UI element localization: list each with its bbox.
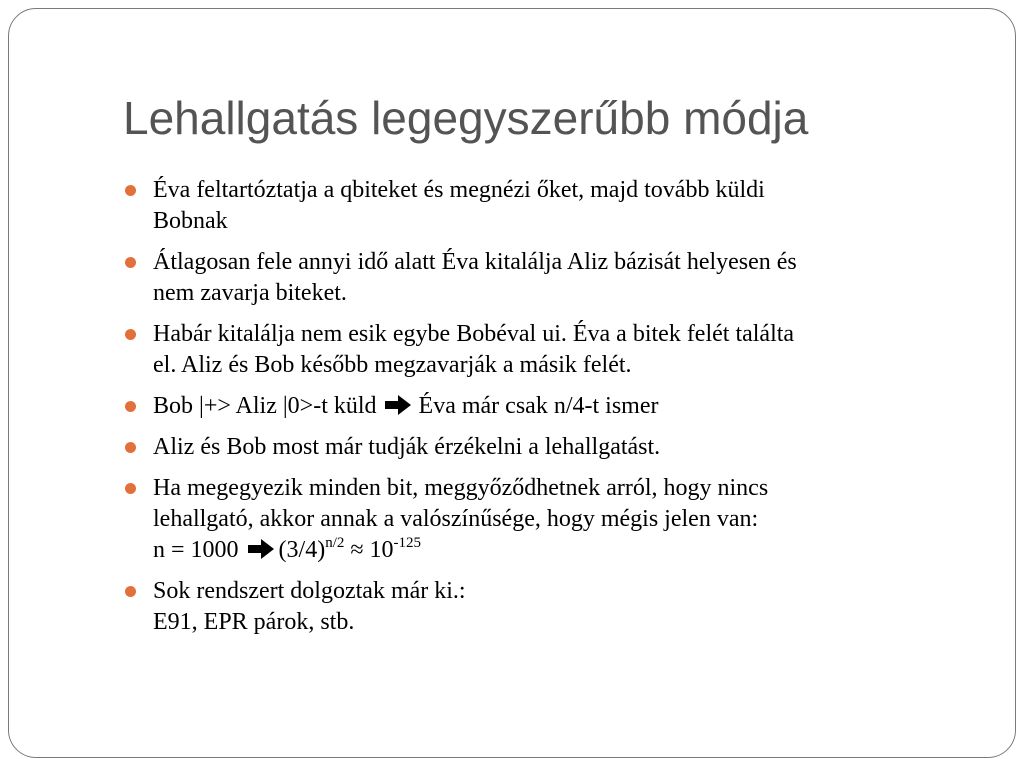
bullet-text-after-arrow: Éva már csak n/4-t ismer (412, 393, 659, 419)
bullet-dot-icon (125, 257, 136, 268)
bullet-dot-icon (125, 185, 136, 196)
bullet-item (123, 576, 963, 638)
bullet-text: Átlagosan fele annyi idő alatt Éva kitalálja Aliz bázisát helyesen és (153, 249, 797, 275)
bullet-text: Éva feltartóztatja a qbiteket és megnézi őket, majd tovább küldi (153, 177, 765, 203)
bullet-dot-icon (125, 401, 136, 412)
equation-middle: ≈ 10 (344, 537, 394, 563)
equation-exponent-result: -125 (393, 535, 422, 551)
bullet-dot-icon (125, 442, 136, 453)
bullet-text: E91, EPR párok, stb. (153, 609, 355, 635)
bullet-dot-icon (125, 329, 136, 340)
equation-base: (3/4) (278, 537, 326, 563)
slide-title: Lehallgatás legegyszerűbb módja (123, 92, 809, 144)
bullet-text: Habár kitalálja nem esik egybe Bobéval ui. Éva a bitek felét találta (153, 321, 795, 347)
bullet-text: Ha megegyezik minden bit, meggyőződhetnek arról, hogy nincs (153, 475, 769, 501)
slide (8, 8, 1016, 758)
bullet-item (123, 175, 963, 237)
bullet-list (123, 175, 963, 648)
equation (153, 535, 963, 566)
right-arrow-icon (245, 538, 277, 560)
bullet-text: Sok rendszert dolgoztak már ki.: (153, 578, 466, 604)
bullet-text: el. Aliz és Bob később megzavarják a másik felét. (153, 352, 632, 378)
right-arrow-icon (383, 394, 413, 416)
bullet-text: nem zavarja biteket. (153, 280, 347, 306)
bullet-text: Bobnak (153, 208, 228, 234)
bullet-text-before-arrow: Bob |+> Aliz |0>-t küld (153, 393, 383, 419)
bullet-text: Aliz és Bob most már tudják érzékelni a lehallgatást. (153, 434, 661, 460)
bullet-item (123, 432, 963, 463)
equation-exponent: n/2 (325, 535, 345, 551)
bullet-dot-icon (125, 586, 136, 597)
bullet-item (123, 391, 963, 422)
bullet-item (123, 319, 963, 381)
bullet-item (123, 473, 963, 566)
bullet-text (153, 391, 963, 422)
equation-prefix: n = 1000 (153, 537, 245, 563)
bullet-item (123, 247, 963, 309)
bullet-text: lehallgató, akkor annak a valószínűsége, hogy mégis jelen van: (153, 506, 759, 532)
bullet-dot-icon (125, 483, 136, 494)
